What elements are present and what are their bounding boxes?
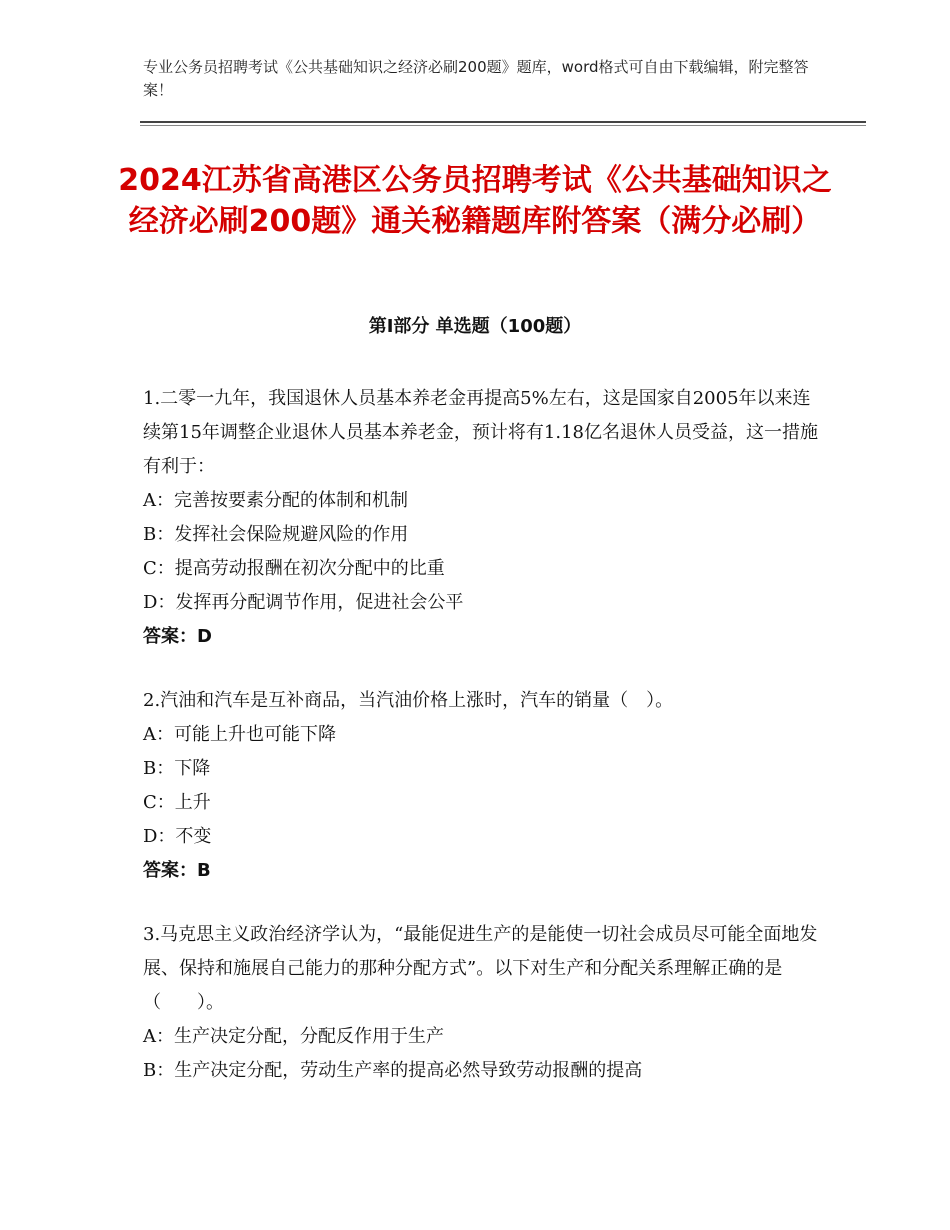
- section-heading: 第Ⅰ部分 单选题（100题）: [368, 316, 582, 337]
- option-b: B：生产决定分配，劳动生产率的提高必然导致劳动报酬的提高: [143, 1060, 643, 1081]
- option-a: A：完善按要素分配的体制和机制: [143, 490, 408, 511]
- question-stem: 2.汽油和汽车是互补商品，当汽油价格上涨时，汽车的销量（ ）。: [143, 690, 674, 711]
- option-c: C：上升: [143, 792, 211, 813]
- option-d: D：发挥再分配调节作用，促进社会公平: [143, 592, 464, 613]
- answer: 答案：D: [143, 626, 212, 647]
- header-rule-thin: [140, 125, 866, 126]
- header-note: 专业公务员招聘考试《公共基础知识之经济必刷200题》题库，word格式可自由下载编辑，附完整答案！: [143, 58, 809, 99]
- question-list: [143, 382, 823, 1118]
- option-a: A：生产决定分配，分配反作用于生产: [143, 1026, 444, 1047]
- question-1: [143, 382, 823, 654]
- question-3: [143, 918, 823, 1088]
- question-stem: 1.二零一九年，我国退休人员基本养老金再提高5%左右，这是国家自2005年以来连续第15年调整企业退休人员基本养老金，预计将有1.18亿名退休人员受益，这一措施有利于：: [143, 388, 818, 477]
- answer: 答案：B: [143, 860, 211, 881]
- document-title: 2024江苏省高港区公务员招聘考试《公共基础知识之经济必刷200题》通关秘籍题库附答案（满分必刷）: [118, 163, 832, 239]
- question-2: [143, 684, 823, 888]
- option-c: C：提高劳动报酬在初次分配中的比重: [143, 558, 445, 579]
- option-b: B：下降: [143, 758, 211, 779]
- question-stem: 3.马克思主义政治经济学认为，“最能促进生产的是能使一切社会成员尽可能全面地发展、保持和施展自己能力的那种分配方式”。以下对生产和分配关系理解正确的是（ ）。: [143, 924, 818, 1013]
- option-d: D：不变: [143, 826, 212, 847]
- header-rule-thick: [140, 121, 866, 123]
- option-a: A：可能上升也可能下降: [143, 724, 336, 745]
- option-b: B：发挥社会保险规避风险的作用: [143, 524, 409, 545]
